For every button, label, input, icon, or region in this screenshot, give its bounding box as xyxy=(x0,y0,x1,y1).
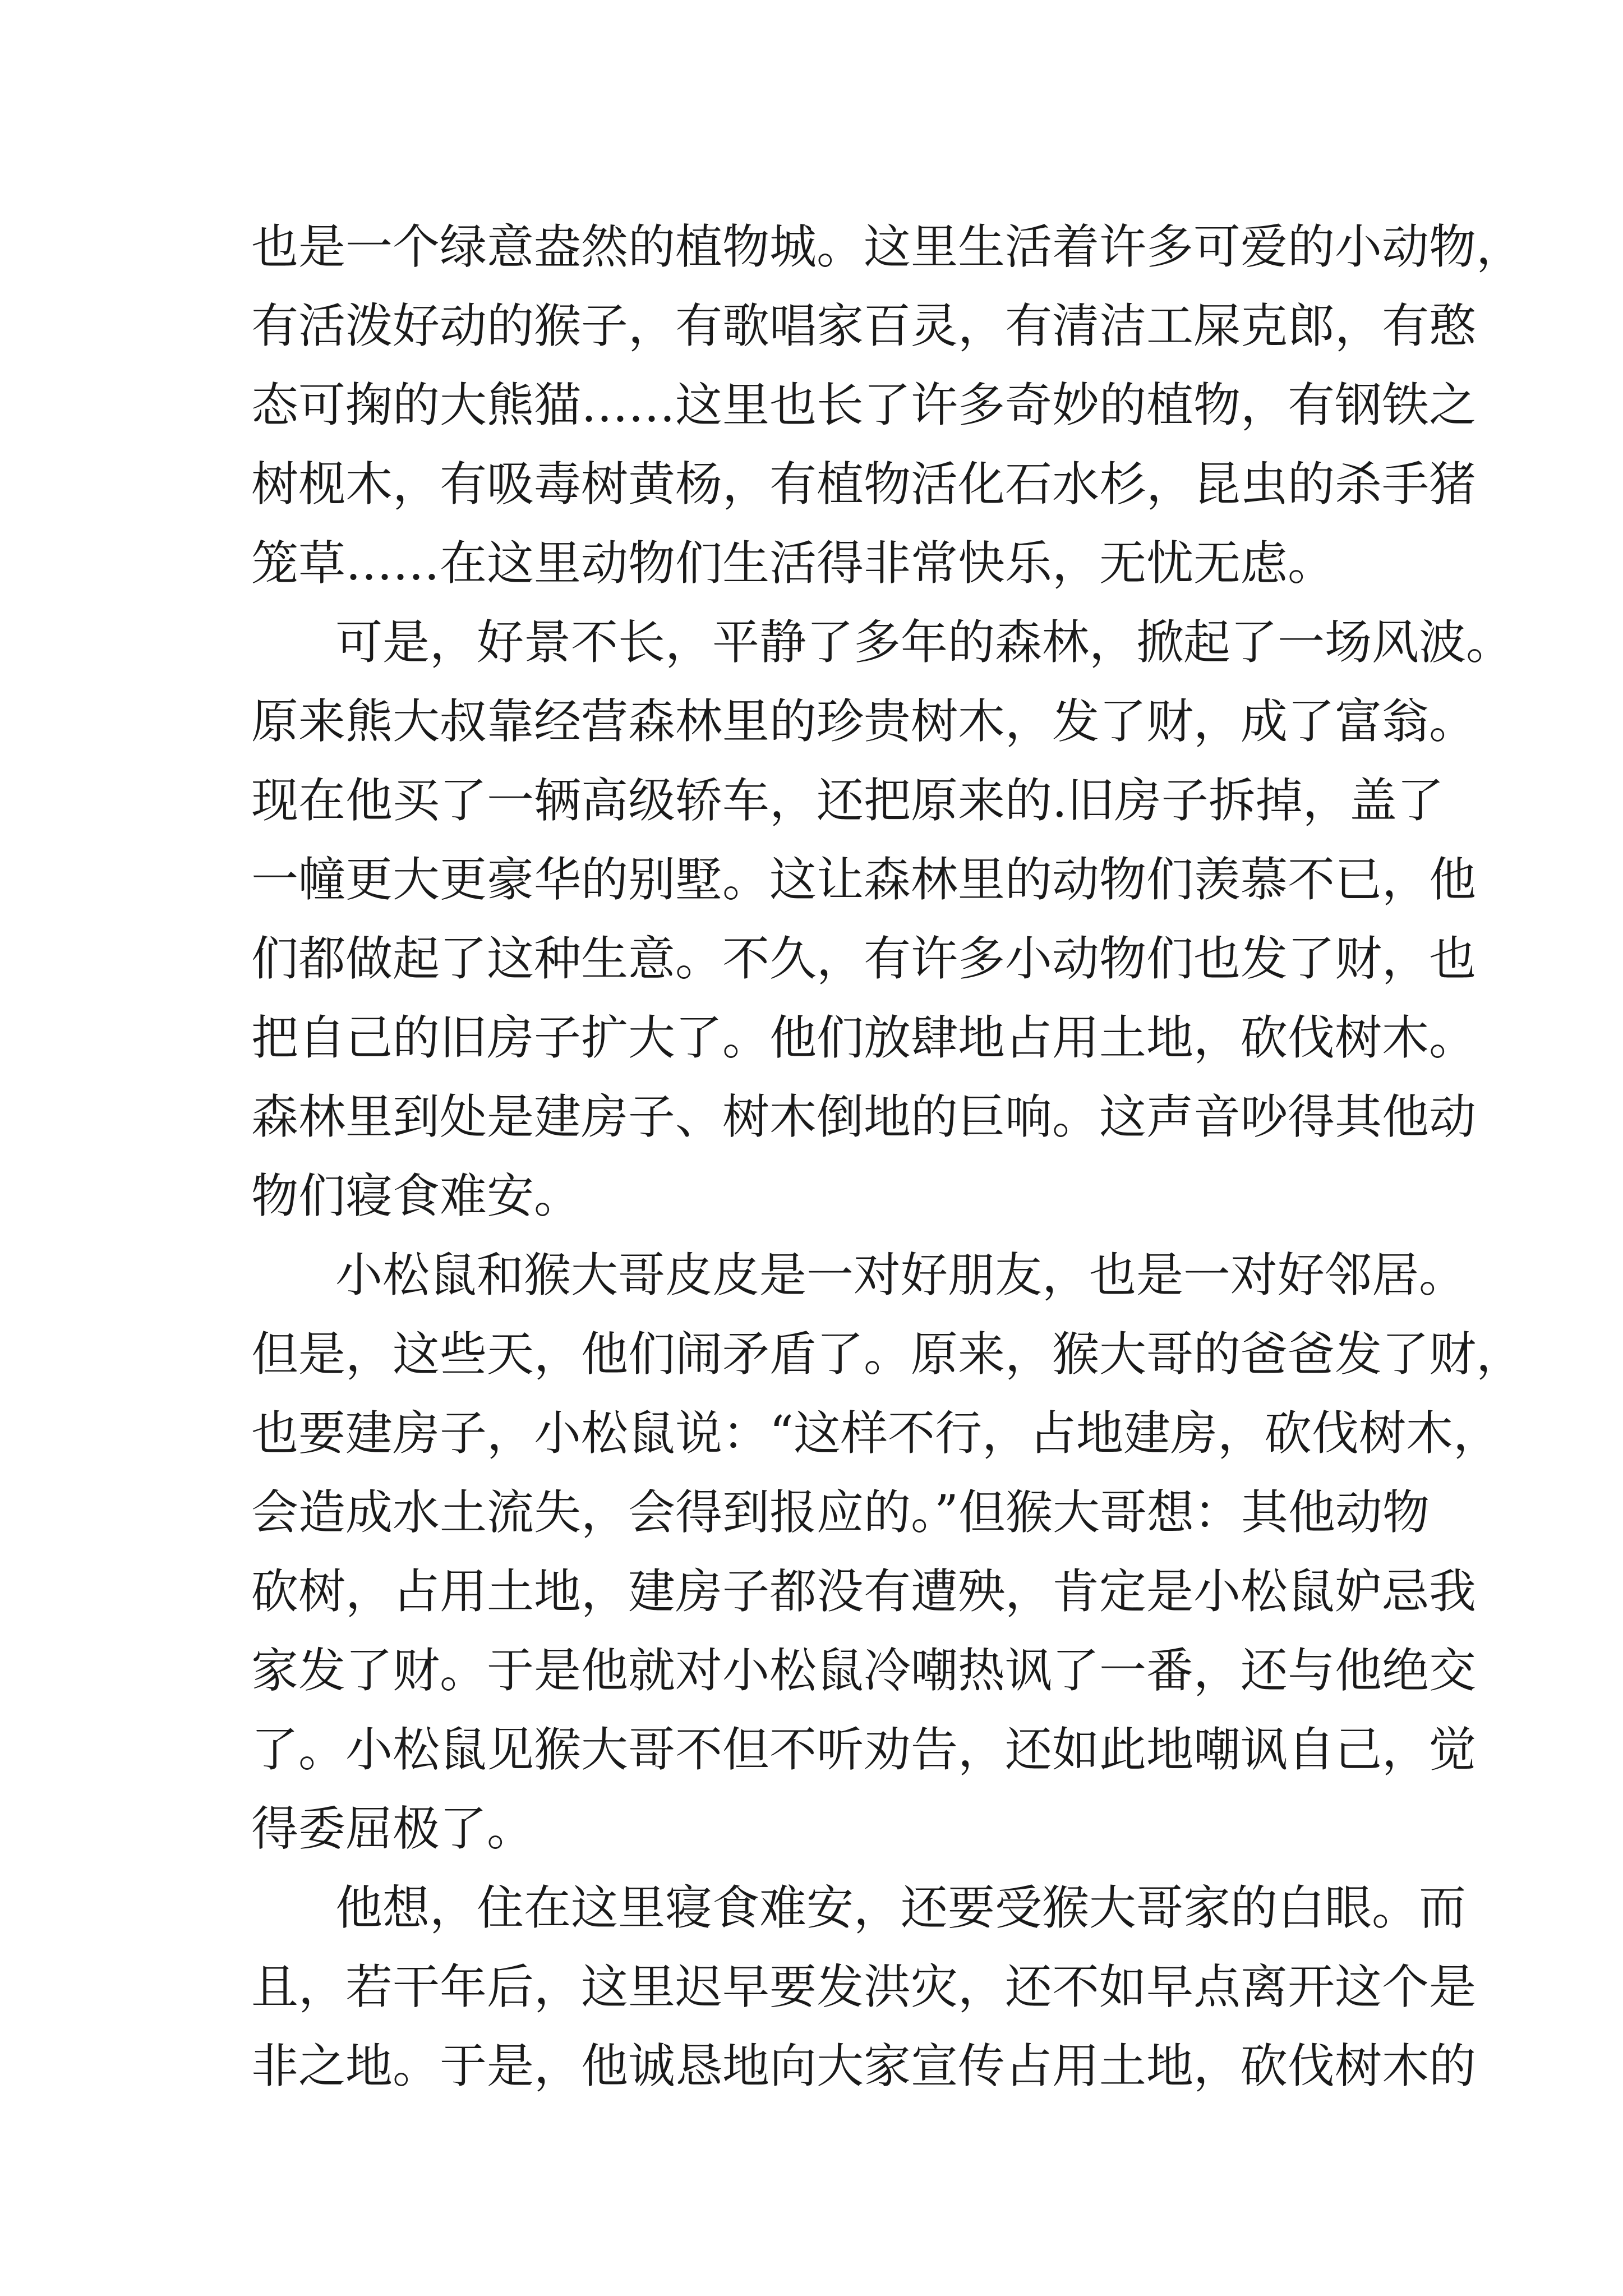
text-line: 了。小松鼠见猴大哥不但不听劝告，还如此地嘲讽自己，觉 xyxy=(251,1722,1477,1777)
text-line: 们都做起了这种生意。不久，有许多小动物们也发了财，也 xyxy=(251,931,1477,986)
text-line: 森林里到处是建房子、树木倒地的巨响。这声音吵得其他动 xyxy=(251,1089,1477,1144)
text-line: 得委屈极了。 xyxy=(251,1801,534,1856)
text-line: 且，若干年后，这里迟早要发洪灾，还不如早点离开这个是 xyxy=(251,1959,1477,2014)
text-line: 会造成水土流失，会得到报应的。”但猴大哥想：其他动物 xyxy=(251,1485,1430,1540)
text-line: 把自己的旧房子扩大了。他们放肆地占用土地，砍伐树木。 xyxy=(251,1010,1477,1065)
text-line: 一幢更大更豪华的别墅。这让森林里的动物们羡慕不已，他 xyxy=(251,852,1477,907)
text-line: 砍树，占用土地，建房子都没有遭殃，肯定是小松鼠妒忌我 xyxy=(251,1564,1477,1619)
text-line: 也是一个绿意盎然的植物城。这里生活着许多可爱的小动物， xyxy=(251,219,1524,274)
text-line: 有活泼好动的猴子，有歌唱家百灵，有清洁工屎克郎，有憨 xyxy=(251,298,1477,353)
paragraph-first-line: 他想，住在这里寝食难安，还要受猴大哥家的白眼。而 xyxy=(335,1880,1467,1935)
paragraph-first-line: 小松鼠和猴大哥皮皮是一对好朋友，也是一对好邻居。 xyxy=(335,1248,1467,1303)
text-line: 笼草……在这里动物们生活得非常快乐，无忧无虑。 xyxy=(251,536,1335,591)
text-line: 但是，这些天，他们闹矛盾了。原来，猴大哥的爸爸发了财， xyxy=(251,1327,1524,1382)
paragraph-first-line: 可是，好景不长，平静了多年的森林，掀起了一场风波。 xyxy=(335,615,1514,670)
text-line: 现在他买了一辆高级轿车，还把原来的.旧房子拆掉，盖了 xyxy=(251,773,1444,828)
text-line: 原来熊大叔靠经营森林里的珍贵树木，发了财，成了富翁。 xyxy=(251,694,1477,749)
text-line: 也要建房子，小松鼠说：“这样不行，占地建房，砍伐树木， xyxy=(251,1406,1500,1461)
text-line: 物们寝食难安。 xyxy=(251,1168,582,1223)
text-line: 非之地。于是，他诚恳地向大家宣传占用土地，砍伐树木的 xyxy=(251,2039,1477,2093)
text-line: 态可掬的大熊猫……这里也长了许多奇妙的植物，有钢铁之 xyxy=(251,378,1477,432)
text-line: 家发了财。于是他就对小松鼠冷嘲热讽了一番，还与他绝交 xyxy=(251,1643,1477,1698)
text-line: 树枧木，有吸毒树黄杨，有植物活化石水杉，昆虫的杀手猪 xyxy=(251,457,1477,512)
